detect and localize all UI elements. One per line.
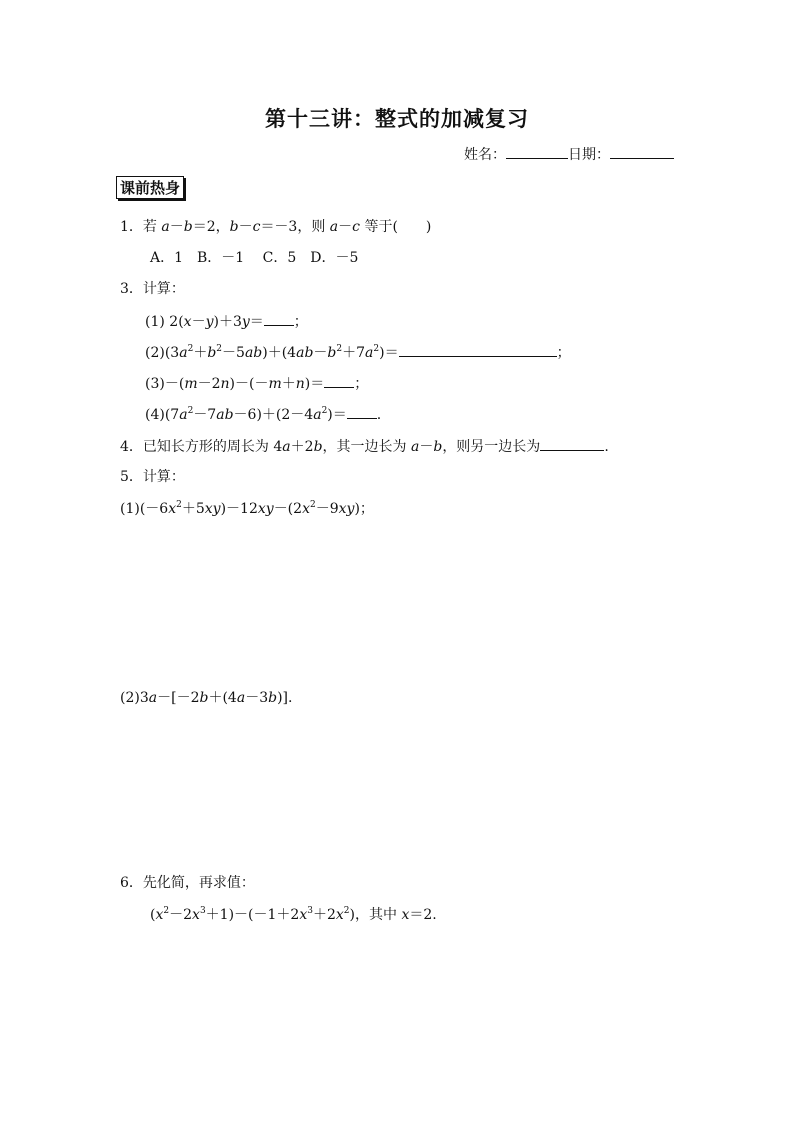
part-label: (1) (120, 501, 140, 517)
date-label: 日期： (568, 147, 610, 163)
answer-blank[interactable] (399, 343, 557, 357)
answer-blank[interactable] (264, 312, 294, 326)
section-label-warmup: 课前热身 (116, 176, 184, 199)
question-1-options: A．1 B．－1 C．5 D．－5 (150, 250, 359, 266)
part-label: (2) (120, 690, 140, 706)
date-blank[interactable] (610, 145, 674, 159)
question-4-text-a: 4．已知长方形的周长为 (120, 439, 274, 455)
name-blank[interactable] (506, 145, 568, 159)
question-4-text-c: ，则另一边长为 (442, 439, 541, 455)
question-6-expression: $(x^2-2x^3+1)-(-1+2x^3+2x^2)$，其中 x＝2. (150, 906, 437, 923)
question-6-heading: 6．先化简，再求值： (120, 875, 255, 891)
question-3-part-1: (1) 2(x－y)＋3y＝ ； (145, 314, 308, 330)
question-3-part-2: $(2)(3a^2+b^2-5ab)+(4ab-b^2+7a^2)=$ ； (145, 344, 571, 361)
question-4-text-b: ，其一边长为 (322, 439, 411, 455)
name-label: 姓名： (464, 147, 506, 163)
part-label: (3) (145, 376, 165, 392)
student-info-line (464, 145, 674, 164)
question-5-part-1: $(1)(-6x^2+5xy)-12xy-(2x^2-9xy)$； (120, 500, 374, 517)
question-1: 1．若 a－b＝2，b－c＝－3，则 a－c 等于( ) (120, 219, 432, 235)
part-label: (2) (145, 345, 165, 361)
page-title: 第十三讲：整式的加减复习 (265, 106, 529, 131)
question-3-heading: 3．计算： (120, 281, 185, 297)
question-5-heading: 5．计算： (120, 469, 185, 485)
question-1-number: 1． (120, 219, 143, 235)
question-3-part-3: (3)－(m－2n)－(－m＋n)＝ ； (145, 376, 369, 392)
question-1-result: 等于( ) (364, 219, 432, 235)
question-1-prefix: 若 (142, 219, 157, 235)
answer-blank[interactable] (540, 437, 604, 451)
question-3-part-4: $(4)(7a^2-7ab-6)+(2-4a^2)=$ . (145, 406, 382, 423)
answer-blank[interactable] (324, 374, 354, 388)
question-4: 4．已知长方形的周长为 4a＋2b，其一边长为 a－b，则另一边长为 . (120, 439, 609, 455)
answer-blank[interactable] (347, 405, 377, 419)
part-label: (1) (145, 314, 170, 330)
question-5-part-2: (2)3a－[－2b＋(4a－3b)]. (120, 690, 293, 706)
part-label: (4) (145, 407, 165, 423)
question-6-where: ，其中 (355, 907, 402, 923)
